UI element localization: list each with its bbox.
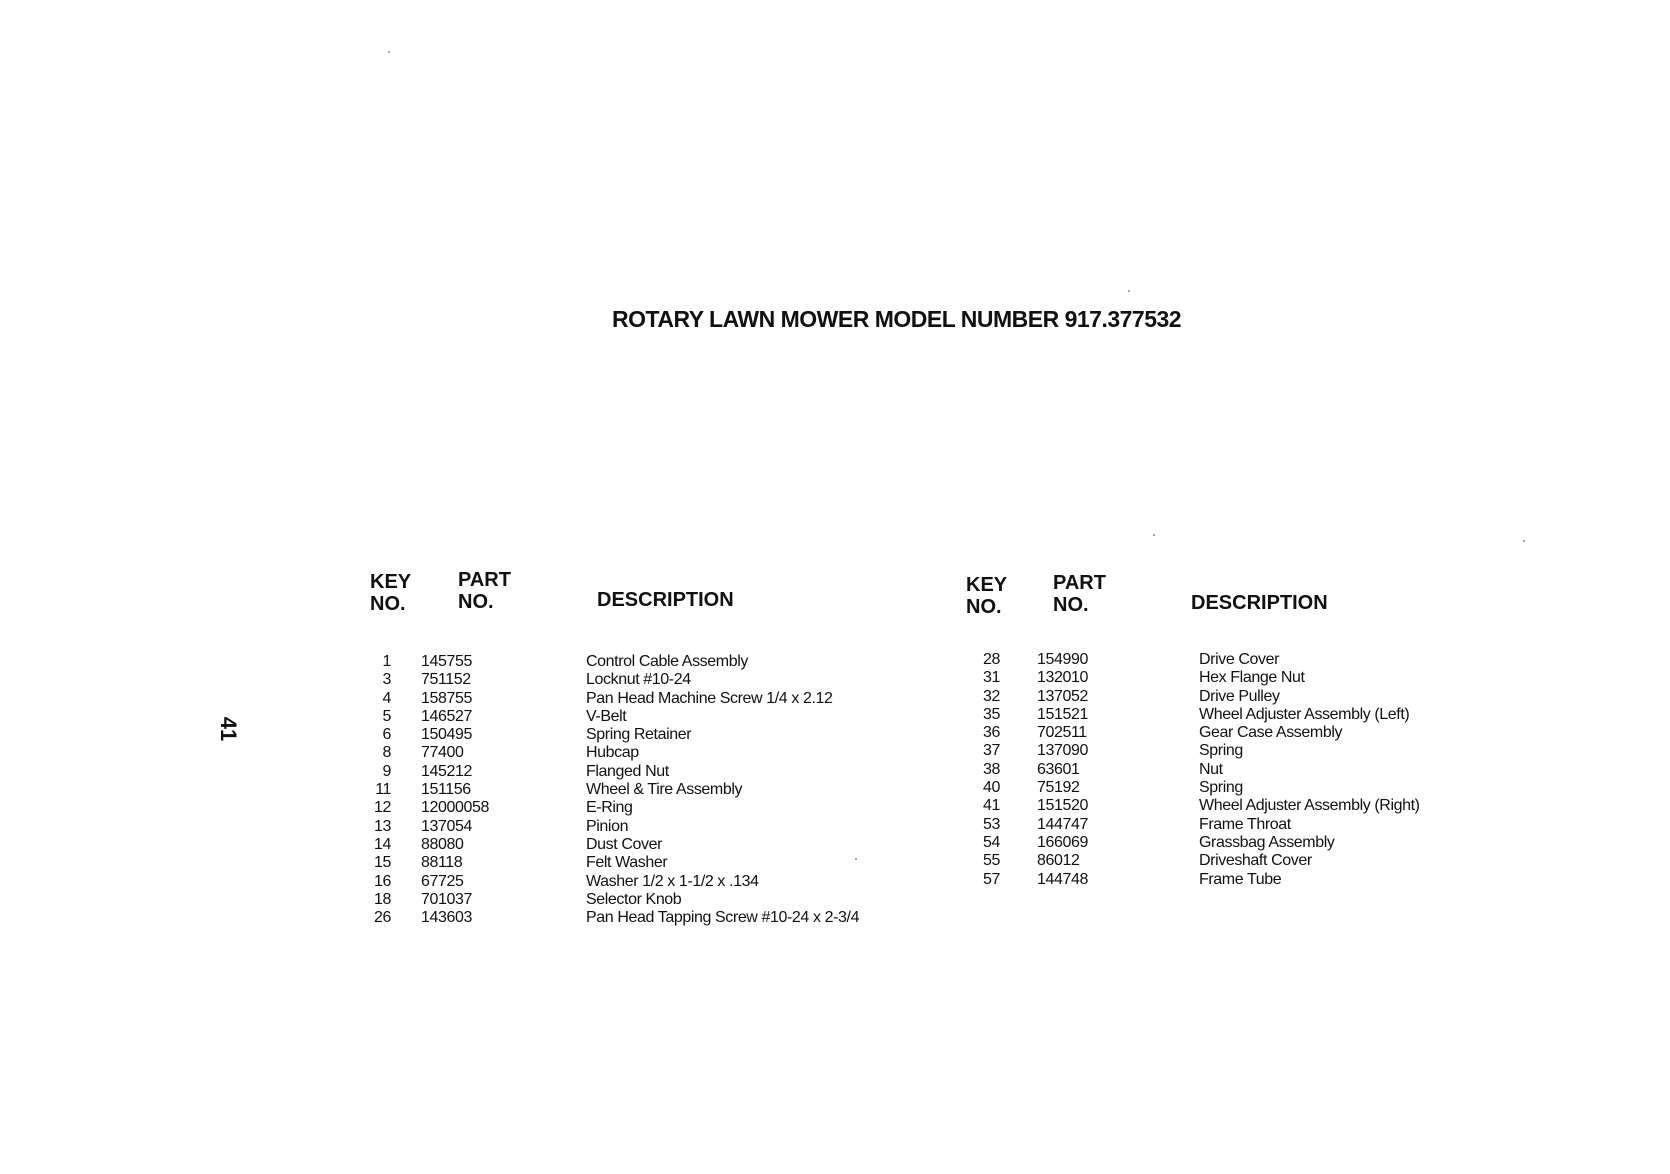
key-number: 53 xyxy=(983,815,1000,833)
part-description: Flanged Nut xyxy=(586,762,669,780)
key-number: 54 xyxy=(983,833,1000,851)
part-description: Drive Cover xyxy=(1199,651,1280,668)
key-number: 38 xyxy=(983,760,1000,778)
key-number: 13 xyxy=(374,817,391,835)
part-number: 75192 xyxy=(1037,779,1080,797)
left-key-header xyxy=(370,571,411,615)
part-description: Washer 1/2 x 1-1/2 x .134 xyxy=(586,872,759,890)
part-number: 702511 xyxy=(1037,724,1087,742)
part-description: Wheel & Tire Assembly xyxy=(586,781,743,799)
part-header-line2: NO. xyxy=(1053,594,1089,616)
key-header-line1: KEY xyxy=(966,574,1008,596)
part-number: 77400 xyxy=(421,744,464,762)
key-number: 26 xyxy=(374,909,391,927)
right-description-header: DESCRIPTION xyxy=(1191,592,1328,614)
scan-speck xyxy=(855,858,857,860)
part-number: 67725 xyxy=(421,872,464,890)
part-header-line1: PART xyxy=(1053,572,1106,594)
part-number: 701037 xyxy=(421,890,472,908)
part-description: Control Cable Assembly xyxy=(586,653,748,670)
key-number: 41 xyxy=(983,797,1000,815)
part-description: Hubcap xyxy=(586,744,639,762)
page-title: ROTARY LAWN MOWER MODEL NUMBER 917.377532 xyxy=(612,306,1182,332)
part-description: Locknut #10-24 xyxy=(586,671,691,689)
left-part-header xyxy=(458,569,511,613)
key-number: 57 xyxy=(983,870,1000,888)
part-description: Pan Head Tapping Screw #10-24 x 2-3/4 xyxy=(586,909,860,927)
part-description: V-Belt xyxy=(586,707,627,725)
part-number: 151156 xyxy=(421,781,471,799)
key-number: 18 xyxy=(374,890,391,908)
key-header-line2: NO. xyxy=(370,593,406,615)
part-number: 145212 xyxy=(421,762,472,780)
part-description: Driveshaft Cover xyxy=(1199,852,1312,870)
key-number: 1 xyxy=(382,653,391,670)
key-number: 9 xyxy=(382,762,391,780)
part-number: 158755 xyxy=(421,689,472,707)
part-number: 63601 xyxy=(1037,760,1080,778)
part-description: Felt Washer xyxy=(586,854,668,872)
scan-speck xyxy=(1153,534,1155,536)
part-description: Gear Case Assembly xyxy=(1199,724,1343,742)
key-number: 36 xyxy=(983,724,1000,742)
part-number: 144748 xyxy=(1037,870,1088,888)
part-number: 86012 xyxy=(1037,852,1080,870)
part-description: Drive Pulley xyxy=(1199,687,1280,705)
part-description: Wheel Adjuster Assembly (Right) xyxy=(1199,797,1420,815)
part-header-line2: NO. xyxy=(458,591,494,613)
part-description: Pinion xyxy=(586,817,629,835)
part-description: Spring xyxy=(1199,779,1243,797)
right-part-header xyxy=(1053,572,1106,616)
part-description: Pan Head Machine Screw 1/4 x 2.12 xyxy=(586,689,833,707)
scan-speck xyxy=(388,51,390,53)
part-number: 88080 xyxy=(421,835,464,853)
key-number: 8 xyxy=(382,744,391,762)
key-header-line2: NO. xyxy=(966,596,1002,618)
part-number: 137052 xyxy=(1037,687,1088,705)
page-number: 41 xyxy=(216,716,242,742)
part-description: Hex Flange Nut xyxy=(1199,669,1305,687)
part-number: 145755 xyxy=(421,653,472,670)
key-number: 35 xyxy=(983,705,1000,723)
part-number: 143603 xyxy=(421,909,472,927)
part-description: Wheel Adjuster Assembly (Left) xyxy=(1199,705,1410,723)
part-number: 151521 xyxy=(1037,705,1088,723)
key-number: 31 xyxy=(983,669,1000,687)
part-number: 166069 xyxy=(1037,833,1088,851)
part-number: 751152 xyxy=(421,671,471,689)
key-number: 28 xyxy=(983,651,1000,668)
part-number: 154990 xyxy=(1037,651,1088,668)
part-number: 144747 xyxy=(1037,815,1088,833)
part-header-line1: PART xyxy=(458,569,511,591)
part-description: Selector Knob xyxy=(586,890,682,908)
scan-speck xyxy=(1523,540,1525,542)
left-description-header: DESCRIPTION xyxy=(597,589,734,611)
key-number: 40 xyxy=(983,779,1000,797)
key-number: 15 xyxy=(374,854,391,872)
key-number: 16 xyxy=(374,872,391,890)
part-description: Spring Retainer xyxy=(586,726,692,744)
part-description: Nut xyxy=(1199,760,1223,778)
part-description: Dust Cover xyxy=(586,835,663,853)
part-description: E-Ring xyxy=(586,799,633,817)
part-number: 137090 xyxy=(1037,742,1088,760)
part-description: Frame Tube xyxy=(1199,870,1282,888)
right-key-header xyxy=(966,574,1007,618)
key-number: 5 xyxy=(382,707,391,725)
part-number: 150495 xyxy=(421,726,472,744)
key-number: 55 xyxy=(983,852,1000,870)
part-number: 151520 xyxy=(1037,797,1088,815)
key-number: 4 xyxy=(382,689,391,707)
part-number: 12000058 xyxy=(421,799,489,817)
key-header-line1: KEY xyxy=(370,571,412,593)
key-number: 14 xyxy=(374,835,391,853)
key-number: 32 xyxy=(983,687,1000,705)
key-number: 37 xyxy=(983,742,1000,760)
key-number: 12 xyxy=(374,799,391,817)
part-number: 88118 xyxy=(421,854,463,872)
part-number: 132010 xyxy=(1037,669,1088,687)
part-description: Spring xyxy=(1199,742,1243,760)
part-description: Frame Throat xyxy=(1199,815,1291,833)
part-number: 137054 xyxy=(421,817,472,835)
key-number: 6 xyxy=(382,726,391,744)
part-number: 146527 xyxy=(421,707,472,725)
scan-speck xyxy=(1128,290,1130,292)
key-number: 11 xyxy=(375,781,391,799)
part-description: Grassbag Assembly xyxy=(1199,833,1335,851)
key-number: 3 xyxy=(382,671,391,689)
